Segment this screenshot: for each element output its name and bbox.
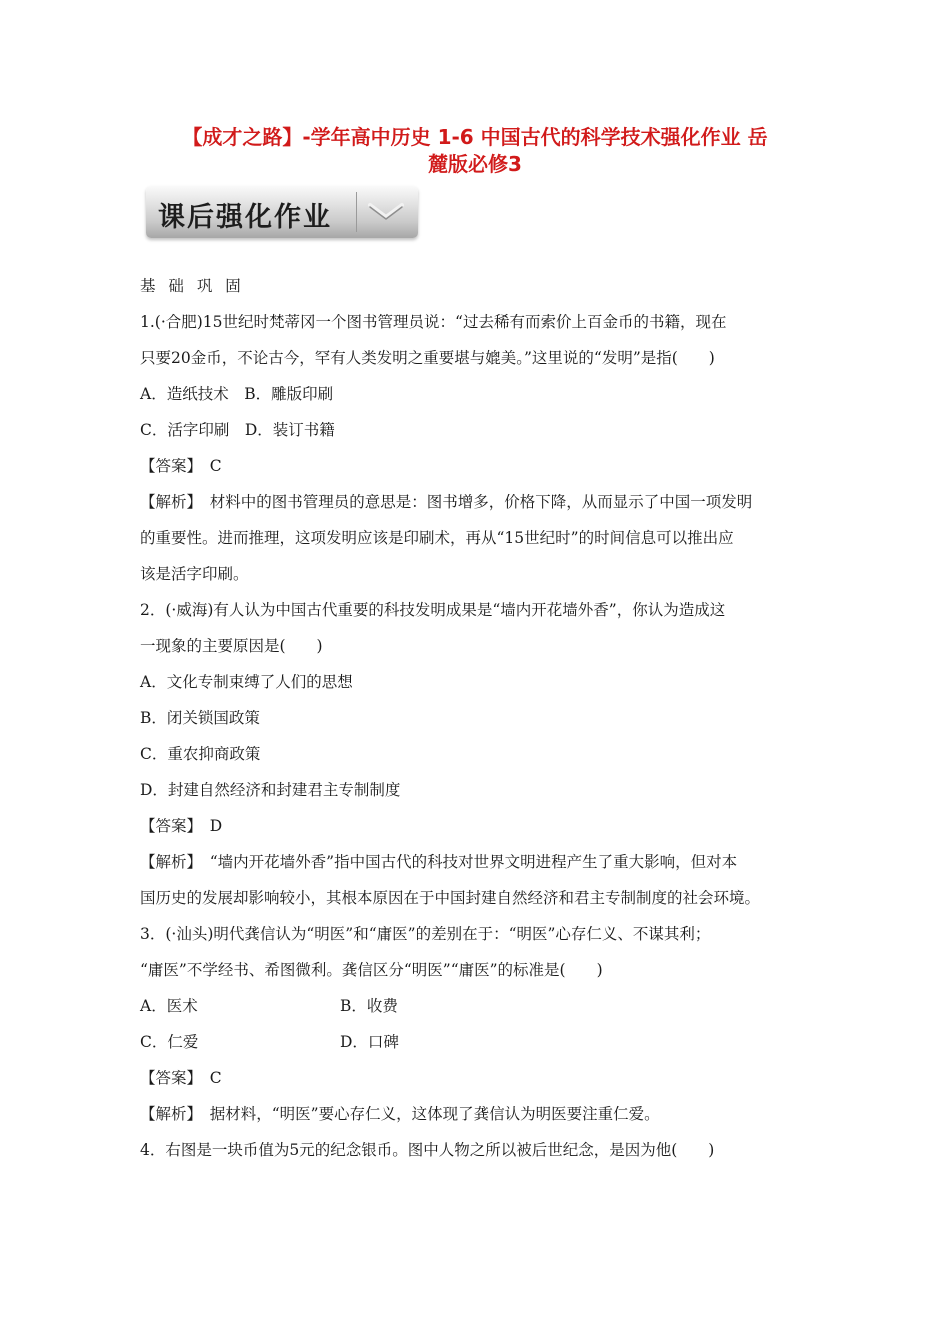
analysis-line: 【解析】 “墙内开花墙外香”指中国古代的科技对世界文明进程产生了重大影响，但对本	[140, 853, 738, 871]
question-stem-line: “庸医”不学经书、希图微利。龚信区分“明医”“庸医”的标准是( )	[140, 961, 603, 979]
answer-line: 【答案】 C	[140, 457, 222, 475]
question-4	[140, 1134, 820, 1170]
question-stem-line: 3．(·汕头)明代龚信认为“明医”和“庸医”的差别在于：“明医”心存仁义、不谋其利；	[140, 925, 711, 943]
option-line: B．闭关锁国政策	[140, 709, 260, 727]
option-line: C．活字印刷 D．装订书籍	[140, 421, 335, 439]
question-stem-line: 一现象的主要原因是( )	[140, 637, 323, 655]
banner-divider	[356, 192, 357, 232]
analysis-line: 该是活字印刷。	[140, 565, 249, 583]
answer-line: 【答案】 D	[140, 817, 223, 835]
question-2	[140, 594, 820, 918]
analysis-line: 【解析】 据材料，“明医”要心存仁义，这体现了龚信认为明医要注重仁爱。	[140, 1105, 660, 1123]
option-line: A．造纸技术 B．雕版印刷	[140, 385, 334, 403]
answer-line: 【答案】 C	[140, 1069, 222, 1087]
section-heading: 基 础 巩 固	[140, 277, 245, 295]
question-stem-line: 2．(·威海)有人认为中国古代重要的科技发明成果是“墙内开花墙外香”，你认为造成这	[140, 601, 726, 619]
option-line: A．文化专制束缚了人们的思想	[140, 673, 353, 691]
question-stem-line: 1.(·合肥)15世纪时梵蒂冈一个图书管理员说：“过去稀有而索价上百金币的书籍，现在	[140, 313, 727, 331]
title-line-2: 麓版必修3	[428, 152, 522, 176]
question-stem-line: 4．右图是一块币值为5元的纪念银币。图中人物之所以被后世纪念，是因为他( )	[140, 1141, 715, 1159]
option-c: C．仁爱	[140, 1033, 199, 1051]
option-row	[140, 1026, 820, 1062]
option-b: B．收费	[340, 997, 398, 1015]
option-row	[140, 990, 820, 1026]
document-body	[140, 270, 820, 1170]
analysis-line: 的重要性。进而推理，这项发明应该是印刷术，再从“15世纪时”的时间信息可以推出应	[140, 529, 734, 547]
option-line: D．封建自然经济和封建君主专制制度	[140, 781, 401, 799]
chevron-down-icon	[366, 201, 406, 223]
option-d: D．口碑	[340, 1033, 399, 1051]
option-line: C．重农抑商政策	[140, 745, 261, 763]
title-line-1: 【成才之路】-学年高中历史 1-6 中国古代的科学技术强化作业 岳	[182, 125, 768, 149]
banner-label: 课后强化作业	[158, 202, 332, 233]
analysis-line: 【解析】 材料中的图书管理员的意思是：图书增多，价格下降，从而显示了中国一项发明	[140, 493, 753, 511]
option-a: A．医术	[140, 997, 198, 1015]
question-1	[140, 306, 820, 594]
question-stem-line: 只要20金币，不论古今，罕有人类发明之重要堪与媲美。”这里说的“发明”是指( )	[140, 349, 715, 367]
document-title	[120, 124, 830, 178]
question-3	[140, 918, 820, 1134]
analysis-line: 国历史的发展却影响较小，其根本原因在于中国封建自然经济和君主专制制度的社会环境。	[140, 889, 761, 907]
